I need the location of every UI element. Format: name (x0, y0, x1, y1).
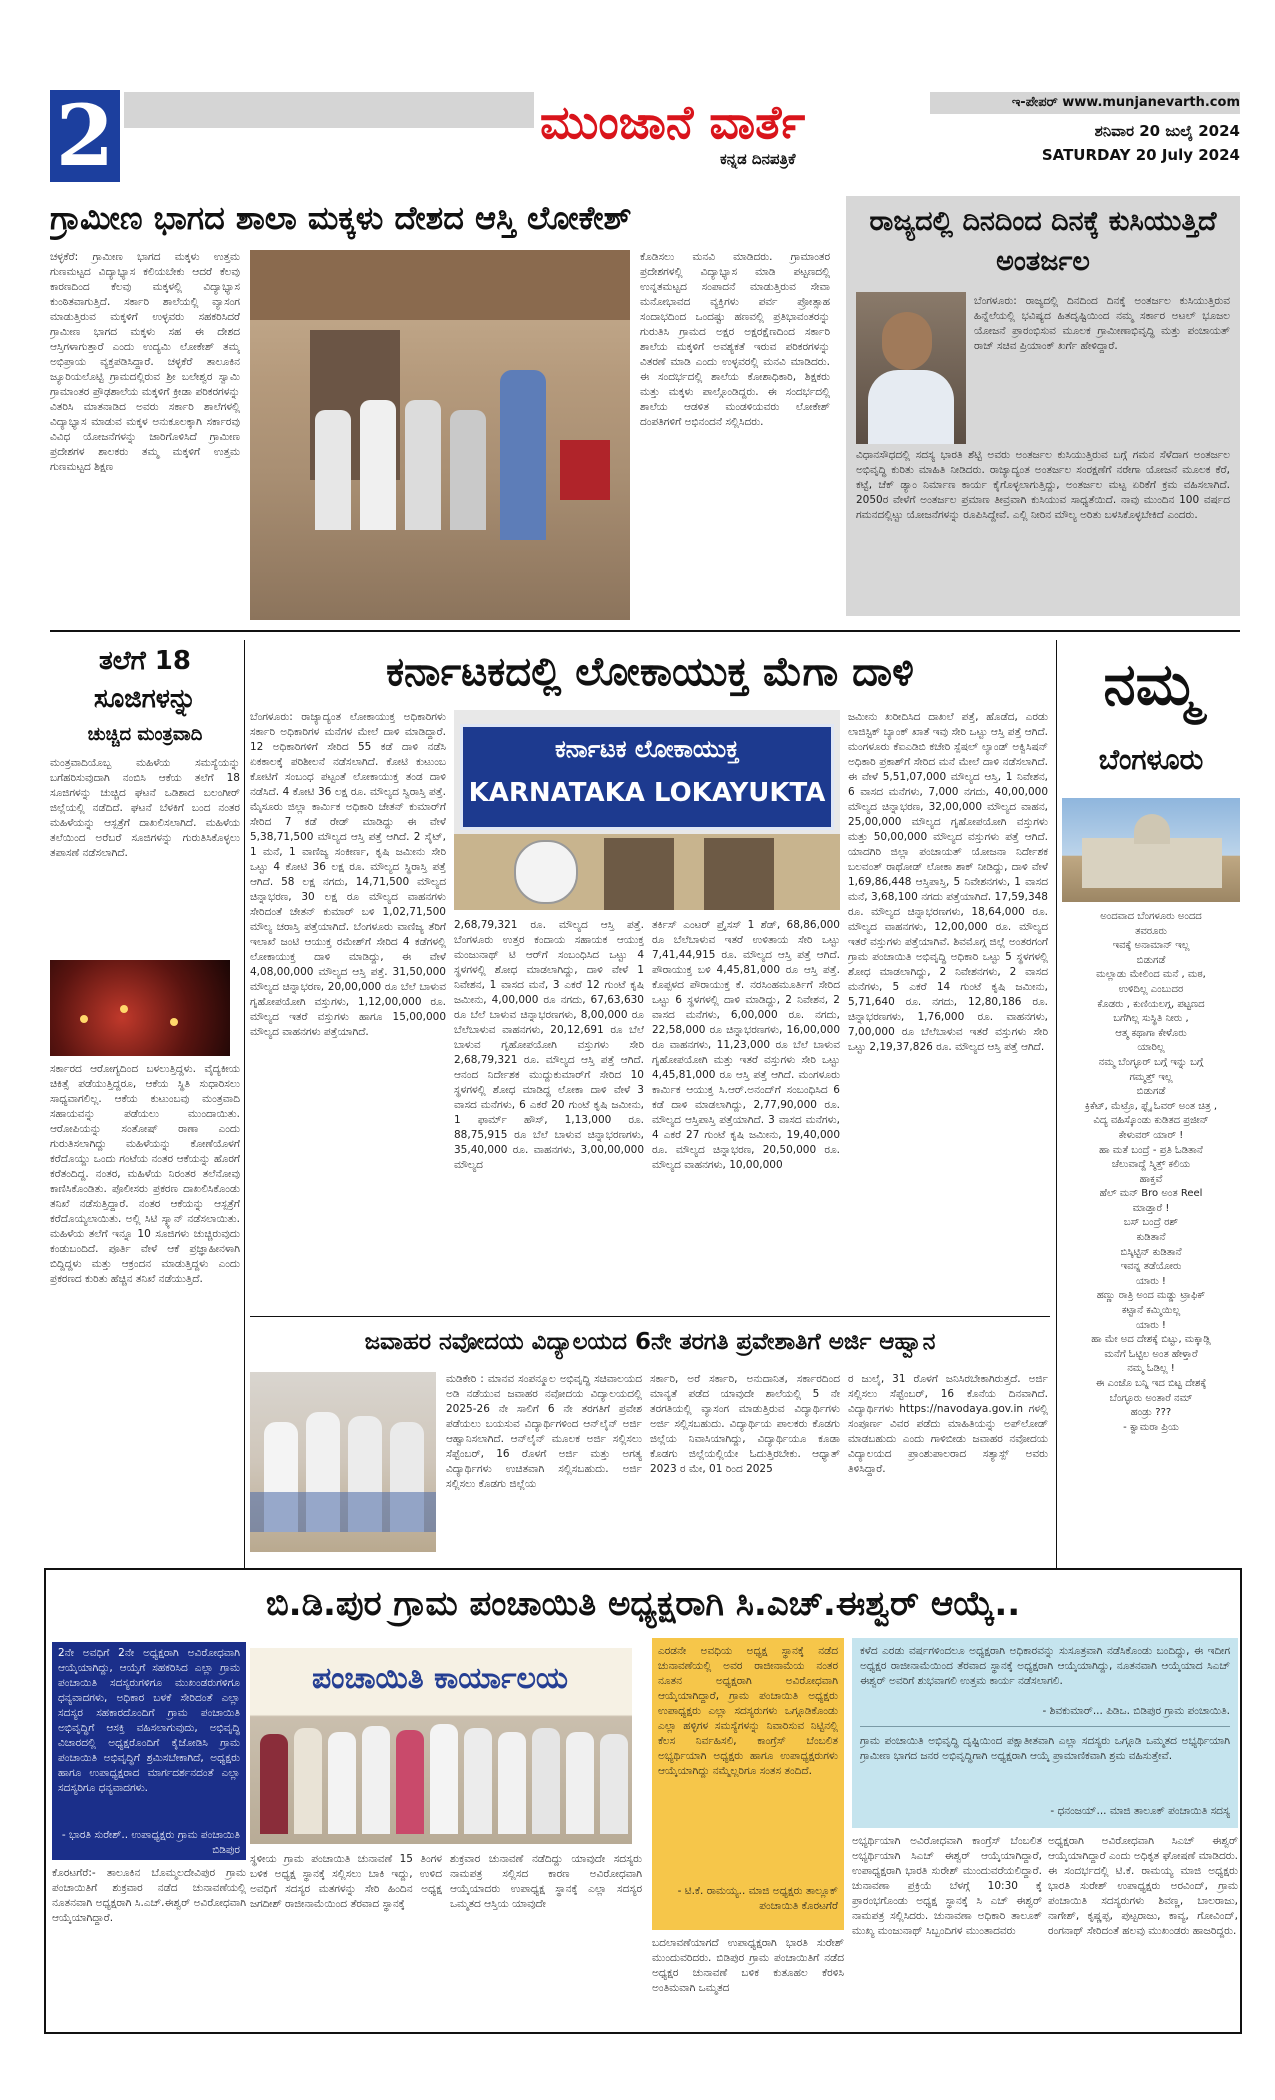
story7-headline: ಬಿ.ಡಿ.ಪುರ ಗ್ರಾಮ ಪಂಚಾಯಿತಿ ಅಧ್ಯಕ್ಷರಾಗಿ ಸಿ.ಎಚ್.ಈಶ್ವರ್ ಆಯ್ಕೆ.. (265, 1584, 1021, 1624)
masthead-subtitle: ಕನ್ನಡ ದಿನಪತ್ರಿಕೆ (720, 150, 796, 168)
poem-line: ಮಾಡ್ತಾರೆ ! (1132, 1202, 1170, 1214)
story2-headline: ರಾಜ್ಯದಲ್ಲಿ ದಿನದಿಂದ ದಿನಕ್ಕೆ ಕುಸಿಯುತ್ತಿದೆ ಅಂತರ್ಜಲ (869, 206, 1217, 277)
poem-line: ನಮ್ಮ ಬೆಂಗ್ಳೂರ್ ಬಗ್ಗೆ ಇನ್ನು ಬಗ್ಗೆ (1098, 1056, 1204, 1068)
story6-col1: ಮಡಿಕೇರಿ : ಮಾನವ ಸಂಪನ್ಮೂಲ ಅಭಿವೃದ್ಧಿ ಸಚಿವಾಲಯದ ಅಡಿ ನಡೆಯುವ ಜವಾಹರ ನವೋದಯ ವಿದ್ಯಾಲಯದಲ್ಲಿ 2025-26 ನೇ ಸಾಲಿಗೆ 6 ನೇ ತರಗತಿಗೆ ಪ್ರವೇಶ ಪಡೆಯಲು ಬಯಸುವ ವಿದ್ಯಾರ್ಥಿಗಳಿಂದ ಆನ್‌ಲೈನ್ ಅರ್ಜಿ ಆಹ್ವಾನಿಸಲಾಗಿದೆ. ಆನ್‌ಲೈನ್ ಮೂಲಕ ಅರ್ಜಿ ಸಲ್ಲಿಸಲು ಸೆಪ್ಟೆಂಬರ್, 16 ರೊಳಗೆ ಅರ್ಜಿ ಮತ್ತು ಅಗತ್ಯ ವಿದ್ಯಾರ್ಥಿಗಳು ಉಚಿತವಾಗಿ ಸಲ್ಲಿಸಬಹುದು. ಅರ್ಜಿ ಸಲ್ಲಿಸಲು ಕೊಡಗು ಜಿಲ್ಲೆಯ (446, 1373, 642, 1490)
story7-photo (250, 1648, 632, 1844)
poem-line: ಬಿಡುಗಡೆ (1136, 1086, 1166, 1098)
story5-headline-line1: ನಮ್ಮ (1103, 650, 1199, 718)
story7-blue-sign: - ಭಾರತಿ ಸುರೇಶ್.. ಉಪಾಧ್ಯಕ್ಷರು ಗ್ರಾಮ ಪಂಚಾಯಿತಿ ಬಿಡಿಪುರ (61, 1829, 240, 1856)
poem-line: ಇವನ್ನ ತಡೆಯೋರು (1120, 1261, 1182, 1273)
story7-bottom-col6: ಅಧ್ಯಕ್ಷರಾಗಿ ಅವಿರೋಧವಾಗಿ ಸಿಎಚ್ ಈಶ್ವರ್ ಆಯ್ಕೆಯಾಗಿದ್ದಾರೆ ಎಂದು ಅಧಿಕೃತ ಘೋಷಣೆ ಮಾಡಿದರು. ಈ ಸಂದರ್ಭದಲ್ಲಿ ಟಿ.ಕೆ. ರಾಮಯ್ಯ ಮಾಜಿ ಅಧ್ಯಕ್ಷರು ಭಾರತಿ ಸುರೇಶ್ ಉಪಾಧ್ಯಕ್ಷರು ಅರವಿಂದ್, ಗ್ರಾಮ ಪಂಚಾಯಿತಿ ಸದಸ್ಯರುಗಳು ಶಿವಣ್ಣ, ಬಾಲರಾಜು, ನಾಗೇಶ್, ಕೃಷ್ಣಪ್ಪ, ಪುಟ್ಟರಾಜು, ಕಾವ್ಯ, ಗೋವಿಂದ್, ರಂಗನಾಥ್ ಸೇರಿದಂತೆ ಹಲವು ಮುಖಂಡರು ಹಾಜರಿದ್ದರು. (1048, 1835, 1238, 1937)
story1-col2: ಕೊಡಿಸಲು ಮನವಿ ಮಾಡಿದರು. ಗ್ರಾಮಾಂತರ ಪ್ರದೇಶಗಳಲ್ಲಿ ವಿದ್ಯಾಭ್ಯಾಸ ಮಾಡಿ ಪಟ್ಟಣದಲ್ಲಿ ಉನ್ನತಮಟ್ಟದ ಸಂಪಾದನೆ ಮಾಡುತ್ತಿರುವ ಸೇವಾ ಮನೋಭಾವದ ವ್ಯಕ್ತಿಗಳು ಪರ್ವ ಪ್ರೋತ್ಸಾಹ ಸಂದಾಭದಿಂದ ಒಂದಷ್ಟು ಹಣವಲ್ಲಿ ಪ್ರತಿಭಾವಂತರನ್ನು ಗುರುತಿಸಿ ಗ್ರಾಮದ ಅಕ್ಷರ ಅಕ್ಷರಕ್ಷೆಣದಿಂದ ಸರ್ಕಾರಿ ಶಾಲೆಯ ಮಕ್ಕಳಿಗೆ ಅವಶ್ಯಕತೆ ಇರುವ ಪರಿಕರಗಳನ್ನು ವಿತರಣೆ ಮಾಡಿ ಎಂದು ಉಳ್ಳವರಲ್ಲಿ ಮನವಿ ಮಾಡಿದರು. ಈ ಸಂದರ್ಭದಲ್ಲಿ ಶಾಲೆಯ ಕೋಶಾಧಿಕಾರಿ, ಶಿಕ್ಷಕರು ಮತ್ತು ಮಕ್ಕಳು ಪಾಲ್ಗೊಂಡಿದ್ದರು. ಈ ಸಂದರ್ಭದಲ್ಲಿ ಶಾಲೆಯ ಆಡಳಿತ ಮಂಡಳಿಯವರು ಲೋಕೇಶ್ ದಂಪತಿಗಳಿಗೆ ಅಭಿನಂದನೆ ಸಲ್ಲಿಸಿದರು. (640, 251, 830, 428)
story4-col2: 2,68,79,321 ರೂ. ಮೌಲ್ಯದ ಆಸ್ತಿ ಪತ್ತೆ. ಬೆಂಗಳೂರು ಉತ್ತರ ಕಂದಾಯ ಸಹಾಯಕ ಆಯುಕ್ತ ಮಂಜುನಾಥ್ ಟಿ ಆರ್‌ಗೆ ಸಂಬಂಧಿಸಿದ ಒಟ್ಟು 4 ಸ್ಥಳಗಳಲ್ಲಿ ಶೋಧ ಮಾಡಲಾಗಿದ್ದು, ದಾಳಿ ವೇಳೆ 1 ನಿವೇಶನ, 1 ವಾಸದ ಮನೆ, 3 ಎಕರೆ 12 ಗುಂಟೆ ಕೃಷಿ ಜಮೀನು, 4,00,000 ರೂ ನಗದು, 67,63,630 ರೂ ಬೆಲೆ ಬಾಳುವ ಚಿನ್ನಾಭರಣಗಳು, 8,00,000 ರೂ ಬೆಲೆಬಾಳುವ ವಾಹನಗಳು, 20,12,691 ರೂ ಬೆಲೆ ಬಾಳುವ ಗೃಹೋಪಯೋಗಿ ವಸ್ತುಗಳು ಸೇರಿ 2,68,79,321 ರೂ. ಮೌಲ್ಯದ ಆಸ್ತಿ ಪತ್ತೆ ಆಗಿದೆ. ಆನಂದ ನಿರ್ದೇಶಕ ಮುದ್ದುಕುಮಾರ್‌ಗೆ ಸೇರಿದ 10 ಸ್ಥಳಗಳಲ್ಲಿ ಶೋಧ ಮಾಡಿದ್ದ ಲೋಕಾ ದಾಳಿ ವೇಳೆ 3 ವಾಸದ ಮನೆಗಳು, 6 ಎಕರೆ 20 ಗುಂಟೆ ಕೃಷಿ ಜಮೀನು, 1 ಫಾರ್ಮ್ ಹೌಸ್, 1,13,000 ರೂ. 88,75,915 ರೂ ಬೆಲೆ ಬಾಳುವ ಚಿನ್ನಾಭರಣಗಳು, 35,40,000 ರೂ. ವಾಹನಗಳು, 3,00,00,000 ಮೌಲ್ಯದ (454, 919, 644, 1171)
story7-blue-box (52, 1642, 246, 1860)
story4-photo (454, 710, 840, 910)
story5-photo (1062, 798, 1240, 902)
story7-cyan-text1: ಕಳೆದ ಎರಡು ವರ್ಷಗಳಿಂದಲೂ ಅಧ್ಯಕ್ಷರಾಗಿ ಅಧಿಕಾರವನ್ನು ಸುಸೂತ್ರವಾಗಿ ನಡೆಸಿಕೊಂಡು ಬಂದಿದ್ದು, ಈ ಇದೀಗ ಅಧ್ಯಕ್ಷರ ರಾಜೀನಾಮೆಯಿಂದ ತೆರವಾದ ಸ್ಥಾನಕ್ಕೆ ಅಧ್ಯಕ್ಷರಾಗಿ ಆಯ್ಕೆಯಾಗಿದ್ದು, ನೂತನವಾಗಿ ಆಯ್ಕೆಯಾದ ಸಿಎಚ್ ಈಶ್ವರ್ ಅವರಿಗೆ ಶುಭವಾಗಲಿ ಉತ್ತಮ ಕಾರ್ಯ ನಡೆಸಲಾಗಲಿ. (860, 1645, 1230, 1687)
poem-line: ಆತ್ಮ ಕಥಾಗಾ ಕೇಳೊರು (1115, 1027, 1187, 1039)
story5-poem (1062, 910, 1240, 1560)
story7-left-text: ಕೊರಟಗೆರೆ:- ತಾಲೂಕಿನ ಬೊಮ್ಮಲದೇವಿಪುರ ಗ್ರಾಮ ಪಂಚಾಯಿತಿಗೆ ಶುಕ್ರವಾರ ನಡೆದ ಚುನಾವಣೆಯಲ್ಲಿ ನೂತನವಾಗಿ ಅಧ್ಯಕ್ಷರಾಗಿ ಸಿ.ಎಚ್.ಈಶ್ವರ್ ಅವಿರೋಧವಾಗಿ ಆಯ್ಕೆಯಾಗಿದ್ದಾರೆ. (52, 1867, 246, 1924)
date-kannada: ಶನಿವಾರ 20 ಜುಲೈ 2024 (1094, 122, 1240, 140)
story6-headline: ಜವಾಹರ ನವೋದಯ ವಿದ್ಯಾಲಯದ 6ನೇ ತರಗತಿ ಪ್ರವೇಶಾತಿಗೆ ಅರ್ಜಿ ಆಹ್ವಾನ (364, 1329, 936, 1355)
story7-bottom-col3: ಶುಕ್ರವಾರ ಚುನಾವಣೆ ನಡೆದಿದ್ದು ಯಾವುದೇ ಸದಸ್ಯರು ನಾಮಪತ್ರ ಸಲ್ಲಿಸದ ಕಾರಣ ಅವಿರೋಧವಾಗಿ ಆಯ್ಕೆಯಾದರು ಉಪಾಧ್ಯಕ್ಷ ಸ್ಥಾನಕ್ಕೆ ಎಲ್ಲಾ ಸದಸ್ಯರ ಒಮ್ಮತದ ಆಸ್ತಿಯ ಯಾವುದೇ (450, 1853, 642, 1910)
cyan-divider (860, 1726, 1230, 1727)
poem-line: ಬಗೆಗಿಲ್ಲ ಸುಸ್ಥಿತಿ ನೀರು , (1113, 1013, 1189, 1025)
poem-line: ಕೊಡರು , ಕುಣಿಯಲಗ್ಗ, ಪಟ್ಟಣದ (1097, 998, 1205, 1010)
story7-cyan-sign1: - ಶಿವಕುಮಾರ್... ಪಿಡಿಒ. ಬಿಡಿಪುರ ಗ್ರಾಮ ಪಂಚಾಯಿತಿ. (1042, 1705, 1230, 1717)
story4-col3: ತರ್ಕಿಸ್ ಎಂಟರ್ ಪ್ರೈಸಸ್ 1 ಶೆಡ್, 68,86,000 ರೂ ಬೆಲೆಬಾಳುವ ಇತರೆ ಉಳಿತಾಯ ಸೇರಿ ಒಟ್ಟು 7,41,44,915 ರೂ. ಮೌಲ್ಯದ ಆಸ್ತಿ ಪತ್ತೆ ಆಗಿದೆ. ಪೌರಾಯುಕ್ತ ಬಳಿ 4,45,81,000 ರೂ ಆಸ್ತಿ ಪತ್ತೆ. ಕೊಪ್ಪಳದ ಪೌರಾಯುಕ್ತ ಕೆ. ನರಸಿಂಹಮೂರ್ತಿಗೆ ಸೇರಿದ ಒಟ್ಟು 6 ಸ್ಥಳಗಳಲ್ಲಿ ದಾಳಿ ಮಾಡಿದ್ದು, 2 ನಿವೇಶನ, 2 ವಾಸದ ಮನೆಗಳು, 6,00,000 ರೂ. ನಗದು, 22,58,000 ರೂ ಚಿನ್ನಾಭರಣಗಳು, 16,00,000 ರೂ ವಾಹನಗಳು, 11,23,000 ರೂ ಬೆಲೆ ಬಾಳುವ ಗೃಹೋಪಯೋಗಿ ಮತ್ತು ಇತರೆ ವಸ್ತುಗಳು ಸೇರಿ ಒಟ್ಟು 4,45,81,000 ರೂ ಆಸ್ತಿ ಪತ್ತೆ ಆಗಿದೆ. ಮಂಗಳೂರು ಕಾರ್ಮಿಕ ಆಯುಕ್ತ ಸಿ.ಆರ್.ಅನಂದ್‌ಗೆ ಸಂಬಂಧಿಸಿದ 6 ಕಡೆ ದಾಳಿ ಮಾಡಲಾಗಿದ್ದು, 2,77,90,000 ರೂ. ಮೌಲ್ಯದ ಆಸ್ತಿಪಾಸ್ತಿ ಪತ್ತೆಯಾಗಿದೆ. 3 ವಾಸದ ಮನೆಗಳು, 4 ಎಕರೆ 27 ಗುಂಟೆ ಕೃಷಿ ಜಮೀನು, 19,40,000 ರೂ. ಮೌಲ್ಯದ ಚಿನ್ನಾಭರಣ, 20,50,000 ರೂ. ಮೌಲ್ಯದ ವಾಹನಗಳು, 10,00,000 (652, 919, 840, 1171)
poem-line: ಅಂದವಾದ ಬೆಂಗಳೂರು ಅಂದದ (1100, 911, 1202, 922)
story4-headline: ಕರ್ನಾಟಕದಲ್ಲಿ ಲೋಕಾಯುಕ್ತ ಮೆಗಾ ದಾಳಿ (386, 649, 914, 695)
story3-headline-line1: ತಲೆಗೆ 18 (98, 646, 191, 676)
page-number: 2 (55, 86, 115, 185)
poem-line: ಬಸ್ ಬಂದ್ರೆ ರಶ್ (1123, 1217, 1179, 1229)
poem-line: ಹಾಕ್ತವೆ (1139, 1173, 1163, 1185)
story7-cyan-sign2: - ಧನಂಜಯ್... ಮಾಜಿ ತಾಲೂಕ್ ಪಂಚಾಯಿತಿ ಸದಸ್ಯ (1050, 1805, 1230, 1817)
poem-line: ಬೆಂಗ್ಳೂರು ಅಂತಾರೆ ನಮ್ (1109, 1392, 1193, 1404)
poem-line: ಯಾರು ! (1136, 1319, 1166, 1331)
sign-board-english: KARNATAKA LOKAYUKTA (468, 778, 826, 808)
story3-text2: ಸರ್ಕಾರದ ಆರೋಗ್ಯದಿಂದ ಬಳಲುತ್ತಿದ್ದಳು. ವೈದ್ಯಕೀಯ ಚಿಕಿತ್ಸೆ ಪಡೆಯುತ್ತಿದ್ದರೂ, ಆಕೆಯ ಸ್ಥಿತಿ ಸುಧಾರಿಸಲು ಸಾಧ್ಯವಾಗಲಿಲ್ಲ. ಆಕೆಯ ಕುಟುಂಬವು ಮಂತ್ರವಾದಿ ಸಹಾಯವನ್ನು ಪಡೆಯಲು ಮುಂದಾಯಿತು. ಆರೋಪಿಯನ್ನು ಸಂತೋಷ್ ರಾಣಾ ಎಂದು ಗುರುತಿಸಲಾಗಿದ್ದು ಮಹಿಳೆಯನ್ನು ಕೋಣೆಯೊಳಗೆ ಕರೆದೊಯ್ದು ಒಂದು ಗಂಟೆಯ ನಂತರ ಆಕೆಯನ್ನು ಹೊರಗೆ ಕರೆತಂದಿದ್ದ. ನಂತರ, ಮಹಿಳೆಯ ನಿರಂತರ ತಲೆನೋವು ಕಾಣಿಸಿಕೊಂಡಿತು. ಪೊಲೀಸರು ಪ್ರಕರಣ ದಾಖಲಿಸಿಕೊಂಡು ತನಿಖೆ ನಡೆಸುತ್ತಿದ್ದಾರೆ. ನಂತರ ಆಕೆಯನ್ನು ಆಸ್ಪತ್ರೆಗೆ ಕರೆದೊಯ್ಯಲಾಯಿತು. ಅಲ್ಲಿ ಸಿಟಿ ಸ್ಕ್ಯಾನ್ ನಡೆಸಲಾಯಿತು. ಮಹಿಳೆಯ ತಲೆಗೆ ಇನ್ನೂ 10 ಸೂಜಿಗಳು ಚುಚ್ಚಿರುವುದು ಕಂಡುಬಂದಿದೆ. ಪೂರ್ತಿ ವೇಳೆ ಆಕೆ ಪ್ರಜ್ಞಾಹೀನಳಾಗಿ ಬಿದ್ದಿದ್ದಳು ಮತ್ತು ಆಕ್ರಂದನ ಮಾಡುತ್ತಿದ್ದಳು ಎಂದು ಪ್ರಕರಣದ ಕುರಿತು ಹೆಚ್ಚಿನ ತನಿಖೆ ನಡೆಯುತ್ತಿದೆ. (50, 1063, 240, 1285)
story2-lead: ಬೆಂಗಳೂರು: ರಾಜ್ಯದಲ್ಲಿ ದಿನದಿಂದ ದಿನಕ್ಕೆ ಅಂತರ್ಜಲ ಕುಸಿಯುತ್ತಿರುವ ಹಿನ್ನೆಲೆಯಲ್ಲಿ ಭವಿಷ್ಯದ ಹಿತದೃಷ್ಟಿಯಿಂದ ನಮ್ಮ ಸರ್ಕಾರ ಅಟಲ್ ಭೂಜಲ ಯೋಜನೆ ಪ್ರಾರಂಭಿಸುವ ಮೂಲಕ ಗ್ರಾಮೀಣಾಭಿವೃದ್ಧಿ ಮತ್ತು ಪಂಚಾಯತ್ ರಾಜ್ ಸಚಿವ ಪ್ರಿಯಾಂಕ್ ಖರ್ಗೆ ಹೇಳಿದ್ದಾರೆ. (974, 295, 1230, 352)
poem-line: ಹಾ ಮತೆ ಬಂದ್ರೆ - ಪ್ರತಿ ಓಡಿತಾನೆ (1099, 1144, 1203, 1156)
poem-line: ನಮ್ಮ ಓಡಿಲ್ಲ ! (1127, 1363, 1175, 1375)
story7-sign-board: ಪಂಚಾಯಿತಿ ಕಾರ್ಯಾಲಯ (311, 1661, 569, 1696)
epaper-url: ಇ-ಪೇಪರ್ www.munjanevarth.com (1011, 95, 1240, 110)
divider-col-right (1056, 640, 1057, 1570)
story7-yellow-box (652, 1638, 844, 1930)
lokayukta-sign-board (460, 724, 834, 830)
story1-col1: ಚಳ್ಳಕೆರೆ: ಗ್ರಾಮೀಣ ಭಾಗದ ಮಕ್ಕಳು ಉತ್ತಮ ಗುಣಮಟ್ಟದ ವಿದ್ಯಾಭ್ಯಾಸ ಕಲಿಯಬೇಕು ಆದರೆ ಕೆಲವು ಕಾರಣದಿಂದ ಕೆಲವು ಮಕ್ಕಳಲ್ಲಿ ವಿದ್ಯಾಭ್ಯಾಸ ಕುಂಠಿತವಾಗುತ್ತಿದೆ. ಸರ್ಕಾರಿ ಶಾಲೆಯಲ್ಲಿ ವ್ಯಾಸಂಗ ಮಾಡುತ್ತಿರುವ ಮಕ್ಕಳಿಗೆ ಉಳ್ಳವರು ಸಹಕರಿಸಿದರೆ ಗ್ರಾಮೀಣ ಭಾಗದ ಮಕ್ಕಳು ಸಹ ಈ ದೇಶದ ಆಸ್ತಿಗಳಾಗುತ್ತಾರೆ ಎಂದು ಉದ್ಯಮಿ ಲೋಕೇಶ್ ತಮ್ಮ ಅಭಿಪ್ರಾಯ ವ್ಯಕ್ತಪಡಿಸಿದ್ದಾರೆ. ಚಳ್ಳಕೆರೆ ತಾಲೂಕಿನ ಜ್ಯೂರಿಯಲೊಟ್ಟಿ ಗ್ರಾಮದಲ್ಲಿರುವ ಶ್ರೀ ಬಲೇಶ್ವರ ಸ್ವಾಮಿ ಗ್ರಾಮಾಂತರ ಪ್ರೌಢಶಾಲೆಯ ಮಕ್ಕಳಿಗೆ ಕ್ರೀಡಾ ಪರಿಕರಗಳನ್ನು ವಿತರಿಸಿ ಮಾತನಾಡಿದ ಅವರು ಸರ್ಕಾರಿ ಶಾಲೆಗಳಲ್ಲಿ ವಿದ್ಯಾಭ್ಯಾಸ ಮಾಡುವ ಮಕ್ಕಳ ಅನುಕೂಲಕ್ಕಾಗಿ ಸರ್ಕಾರವು ವಿವಿಧ ಯೋಜನೆಗಳನ್ನು ಜಾರಿಗೊಳಿಸಿದೆ ಗ್ರಾಮೀಣ ಪ್ರದೇಶಗಳ ಶಾಲಕರು ತಮ್ಮ ಮಕ್ಕಳಿಗೆ ಉತ್ತಮ ಗುಣಮಟ್ಟದ ಶಿಕ್ಷಣ (50, 251, 240, 473)
divider-top (50, 630, 1240, 632)
poem-line: ಚೆಲುವಾದ್ದೆ ಸ್ಮಿತ್ತ್ ಕಲಿಯ (1111, 1159, 1191, 1171)
poem-line: ಉಳಿದಿಲ್ಲ ಎಂಬುದರ (1118, 983, 1184, 995)
divider-story6 (250, 1316, 1050, 1317)
divider-col-left (244, 640, 245, 1570)
story2-box (846, 196, 1240, 616)
poem-line: ಯಾರಿಲ್ಲ (1137, 1042, 1165, 1054)
poem-line: ಹಾ ಮೇ ಅದ ದೇಶಕ್ಕೆ ಬಿಟ್ಟು, ಮಕ್ಕಾಡ್ಲಿ (1091, 1334, 1211, 1346)
story5-headline-line2: ಬೆಂಗಳೂರು (1098, 743, 1204, 776)
poem-line: - ಕ್ವಾಮರಾ ಪ್ರಿಯ (1123, 1421, 1179, 1433)
story7-cyan-text2: ಗ್ರಾಮ ಪಂಚಾಯಿತಿ ಅಭಿವೃದ್ಧಿ ದೃಷ್ಟಿಯಿಂದ ಪಕ್ಷಾತೀತವಾಗಿ ಎಲ್ಲಾ ಸದಸ್ಯರು ಒಗ್ಗೂಡಿ ಒಮ್ಮತದ ಅಭ್ಯರ್ಥಿಯಾಗಿ ಗ್ರಾಮೀಣ ಭಾಗದ ಜನರ ಅಭಿವೃದ್ಧಿಗಾಗಿ ಅಧ್ಯಕ್ಷರಾಗಿ ಆಯ್ಕೆ ಪ್ರಾಮಾಣಿಕವಾಗಿ ಶ್ರಮ ವಹಿಸುತ್ತೇವೆ. (860, 1735, 1230, 1762)
poem-line: ಯಾರು ! (1136, 1275, 1166, 1287)
poem-line: ಕಟ್ಟಾನೆ ಕಮ್ಮಿಯಿಲ್ಲ (1121, 1305, 1181, 1317)
poem-line: ಬಿಸ್ಕಿಟ್ಟಿನ್ ಕುಡಿತಾನೆ (1120, 1246, 1182, 1258)
story7-yellow-sign: - ಟಿ.ಕೆ. ರಾಮಯ್ಯ.. ಮಾಜಿ ಅಧ್ಯಕ್ಷರು ತಾಲ್ಲೂಕ್ ಪಂಚಾಯಿತಿ ಕೊರಟಗೆರೆ (677, 1885, 838, 1912)
poem-line: ವಿದ್ಯ ವಹಿಸ್ಕೊಂಡು ಕುಡಿತದ ಪ್ರಜೀನ್ (1093, 1115, 1209, 1127)
story3-text1: ಮಂತ್ರವಾದಿಯೊಬ್ಬ ಮಹಿಳೆಯ ಸಮಸ್ಯೆಯನ್ನು ಬಗೆಹರಿಸುವುದಾಗಿ ನಂಬಿಸಿ ಆಕೆಯ ತಲೆಗೆ 18 ಸೂಜಿಗಳನ್ನು ಚುಚ್ಚಿದ ಘಟನೆ ಒಡಿಶಾದ ಬಲಂಗೀರ್ ಜಿಲ್ಲೆಯಲ್ಲಿ ನಡೆದಿದೆ. ಘಟನೆ ಬೆಳಕಿಗೆ ಬಂದ ನಂತರ ಮಹಿಳೆಯನ್ನು ಆಸ್ಪತ್ರೆಗೆ ದಾಖಲಿಸಲಾಗಿದೆ. ಮಹಿಳೆಯ ತಲೆಯಿಂದ ಅರೆಬರೆ ಸೂಜಿಗಳನ್ನು ಗುರುತಿಸಿಕೊಳ್ಳಲು ತಪಾಸಣೆ ನಡೆಸಲಾಗಿದೆ. (50, 757, 240, 859)
date-english: SATURDAY 20 July 2024 (1041, 146, 1240, 164)
poem-line: ಹಂಡ್ರು ??? (1130, 1407, 1172, 1419)
sign-board-kannada: ಕರ್ನಾಟಕ ಲೋಕಾಯುಕ್ತ (554, 735, 740, 763)
story7-cyan-box (852, 1638, 1238, 1828)
poem-line: ಕುಡಿತಾನೆ (1136, 1232, 1166, 1244)
story3-headline-line2: ಸೂಜಿಗಳನ್ನು (93, 684, 197, 714)
page-number-box (50, 86, 120, 185)
story1-photo (250, 250, 630, 620)
story1-headline: ಗ್ರಾಮೀಣ ಭಾಗದ ಶಾಲಾ ಮಕ್ಕಳು ದೇಶದ ಆಸ್ತಿ ಲೋಕೇಶ್ (50, 199, 632, 237)
poem-line: ಗಮ್ಮತ್ತ್ ಇಲ್ಲ (1129, 1071, 1173, 1083)
poem-line: ಹಣ್ಣು ರಾತ್ರಿ ಅಂದ ಮಡ್ಡು ಟ್ರಾಫಿಕ್ (1096, 1290, 1206, 1302)
poem-line: ಹೆಲ್ ಮನ್ Bro ಅಂತ Reel (1099, 1188, 1203, 1200)
story7-bottom-col5: ಅಭ್ಯರ್ಥಿಯಾಗಿ ಅವಿರೋಧವಾಗಿ ಕಾಂಗ್ರೆಸ್ ಬೆಂಬಲಿತ ಅಭ್ಯರ್ಥಿಯಾಗಿ ಸಿಎಚ್ ಈಶ್ವರ್ ಆಯ್ಕೆಯಾಗಿದ್ದಾರೆ, ಉಪಾಧ್ಯಕ್ಷರಾಗಿ ಭಾರತಿ ಸುರೇಶ್ ಮುಂದುವರೆಯಲಿದ್ದಾರೆ. ಚುನಾವಣಾ ಪ್ರಕ್ರಿಯೆ ಬೆಳಗ್ಗೆ 10:30 ಕ್ಕೆ ಪ್ರಾರಂಭಗೊಂಡು ಅಧ್ಯಕ್ಷ ಸ್ಥಾನಕ್ಕೆ ಸಿ ಎಚ್ ಈಶ್ವರ್ ನಾಮಪತ್ರ ಸಲ್ಲಿಸಿದರು. ಚುನಾವಣಾ ಅಧಿಕಾರಿ ತಾಲೂಕ್ ಮುಖ್ಯ ಮಂಜುನಾಥ್ ಸಿಬ್ಬಂದಿಗಳ ಮುಂತಾದವರು (852, 1835, 1042, 1937)
story4-col4: ಜಮೀನು ಖರೀದಿಸಿದ ದಾಖಲೆ ಪತ್ತೆ, ಹೊಡೆದ, ಎರಡು ಲಾಜಿಸ್ಟಿಕ್ ಬ್ಯಾಂಕ್ ಖಾತೆ ಇವು ಸೇರಿ ಒಟ್ಟು ಆಸ್ತಿ ಪತ್ತೆ ಆಗಿದೆ. ಮಂಗಳೂರು ಕೆಐಎಡಿಬಿ ಕಚೇರಿ ಸ್ಪೆಷಲ್ ಲ್ಯಾಂಡ್ ಅಕ್ವಿಸಿಷನ್ ಅಧಿಕಾರಿ ಪ್ರಕಾಶ್‌ಗೆ ಸೇರಿದ ಮನೆ ಮೇಲೆ ದಾಳಿ ನಡೆಸಲಾಗಿದೆ. ಈ ವೇಳೆ 5,51,07,000 ಮೌಲ್ಯದ ಆಸ್ತಿ, 1 ನಿವೇಶನ, 6 ವಾಸದ ಮನೆಗಳು, 7,000 ನಗದು, 40,00,000 ಮೌಲ್ಯದ ಚಿನ್ನಾಭರಣ, 32,00,000 ಮೌಲ್ಯದ ವಾಹನ, 25,00,000 ಮೌಲ್ಯದ ಗೃಹೋಪಯೋಗಿ ವಸ್ತುಗಳು ಮತ್ತು 50,00,000 ಮೌಲ್ಯದ ವಸ್ತುಗಳು ಪತ್ತೆ ಆಗಿದೆ. ಯಾದಗಿರಿ ಜಿಲ್ಲಾ ಪಂಚಾಯತ್ ಯೋಜನಾ ನಿರ್ದೇಶಕ ಬಲವಂತ್ ರಾಥೋಡ್ ಲೋಕಾ ಶಾಕ್ ನೀಡಿದ್ದು, ದಾಳಿ ವೇಳೆ 1,69,86,448 ಆಸ್ತಿಪಾಸ್ತಿ, 5 ನಿವೇಶನಗಳು, 1 ವಾಸದ ಮನೆ, 3,68,100 ನಗದು ಪತ್ತೆಯಾಗಿದೆ. 17,59,348 ರೂ. ಮೌಲ್ಯದ ಚಿನ್ನಾಭರಣಗಳು, 18,64,000 ರೂ. ಮೌಲ್ಯದ ವಾಹನಗಳು, 12,00,000 ರೂ. ಮೌಲ್ಯದ ಇತರೆ ವಸ್ತುಗಳು ಪತ್ತೆಯಾಗಿವೆ. ಶಿವಮೊಗ್ಗ ಜಿಲ್ಲೆ ಅಂತರಗಂಗೆ ಗ್ರಾಮ ಪಂಚಾಯಿತಿ ಅಭಿವೃದ್ಧಿ ಅಧಿಕಾರಿ ಒಟ್ಟು 5 ಸ್ಥಳಗಳಲ್ಲಿ ಶೋಧ ಮಾಡಲಾಗಿದ್ದು, 2 ನಿವೇಶನಗಳು, 2 ವಾಸದ ಮನೆಗಳು, 5 ಎಕರೆ 14 ಗುಂಟೆ ಕೃಷಿ ಜಮೀನು, 5,71,640 ರೂ. ನಗದು, 12,80,186 ರೂ. ಚಿನ್ನಾಭರಣಗಳು, 1,76,000 ರೂ. ವಾಹನಗಳು, 7,00,000 ರೂ ಬೆಲೆಬಾಳುವ ಇತರೆ ವಸ್ತುಗಳು ಸೇರಿ ಒಟ್ಟು 2,19,37,826 ರೂ. ಮೌಲ್ಯದ ಆಸ್ತಿ ಪತ್ತೆ ಆಗಿದೆ. (848, 711, 1048, 1053)
story6-col3: ರ ಜುಲೈ, 31 ರೊಳಗೆ ಜನಿಸಿರಬೇಕಾಗಿರುತ್ತದೆ. ಅರ್ಜಿ ಸಲ್ಲಿಸಲು ಸೆಪ್ಟೆಂಬರ್, 16 ಕೊನೆಯ ದಿನವಾಗಿದೆ. ವಿದ್ಯಾರ್ಥಿಗಳು https://navodaya.gov.in ಗಳಲ್ಲಿ ಸಂಪೂರ್ಣ ವಿವರ ಪಡೆದು ಮಾಹಿತಿಯನ್ನು ಅಪ್‌ಲೋಡ್ ಮಾಡಬಹುದು ಎಂದು ಗಾಳಿಬೀಡು ಜವಾಹರ ನವೋದಯ ವಿದ್ಯಾಲಯದ ಪ್ರಾಂಶುಪಾಲರಾದ ಸತ್ಯಾಸ್ಪ್ ಅವರು ತಿಳಿಸಿದ್ದಾರೆ. (848, 1373, 1048, 1475)
story6-col2: ಸರ್ಕಾರಿ, ಅರೆ ಸರ್ಕಾರಿ, ಅನುದಾನಿತ, ಸರ್ಕಾರದಿಂದ ಮಾನ್ಯತೆ ಪಡೆದ ಯಾವುದೇ ಶಾಲೆಯಲ್ಲಿ 5 ನೇ ತರಗತಿಯಲ್ಲಿ ವ್ಯಾಸಂಗ ಮಾಡುತ್ತಿರುವ ವಿದ್ಯಾರ್ಥಿಗಳು ಅರ್ಜಿ ಸಲ್ಲಿಸಬಹುದು. ವಿದ್ಯಾರ್ಥಿಯ ಪಾಲಕರು ಕೊಡಗು ಜಿಲ್ಲೆಯ ನಿವಾಸಿಯಾಗಿದ್ದು, ವಿದ್ಯಾರ್ಥಿಯೂ ಕೂಡಾ ಕೊಡಗು ಜಿಲ್ಲೆಯಲ್ಲಿಯೇ ಓದುತ್ತಿರಬೇಕು. ಆಧ್ಯಾತ್ 2023 ರ ಮೇ, 01 ರಿಂದ 2025 (650, 1373, 840, 1475)
poem-line: ಮಲ್ಲಾಡು ಮೇಲಿಂದ ಮನೆ , ಮಠ, (1096, 969, 1206, 981)
story2-photo (856, 292, 966, 444)
poem-line: ಕ್ರಿಕೆಟ್, ಮೆಟ್ರೊ, ಫ್ಲೈ ಓವರ್ ಅಂತ ಚಿತ್ರ , (1084, 1100, 1218, 1112)
story6-photo (250, 1372, 436, 1552)
masthead-grey-bar (124, 92, 534, 128)
story7-bottom-col2: ಸ್ಥಳೀಯ ಗ್ರಾಮ ಪಂಚಾಯಿತಿ ಚುನಾವಣೆ 15 ತಿಂಗಳ ಬಳಿಕ ಅಧ್ಯಕ್ಷ ಸ್ಥಾನಕ್ಕೆ ಸಲ್ಲಿಸಲು ಬಾಕಿ ಇದ್ದು, ಉಳಿದ ಅವಧಿಗೆ ಸದಸ್ಯರ ಮತಗಳನ್ನು ಸೇರಿ ಹಿಂದಿನ ಅಧ್ಯಕ್ಷ ಜಗದೀಶ್ ರಾಜೀನಾಮೆಯಿಂದ ತೆರವಾದ ಸ್ಥಾನಕ್ಕೆ (250, 1853, 442, 1910)
poem-line: ಕೇಳುವರ್ ಯಾರ್ ! (1118, 1129, 1184, 1141)
masthead-title: ಮುಂಜಾನೆ ವಾರ್ತೆ (540, 95, 806, 149)
story4-col1: ಬೆಂಗಳೂರು: ರಾಜ್ಯಾದ್ಯಂತ ಲೋಕಾಯುಕ್ತ ಅಧಿಕಾರಿಗಳು ಸರ್ಕಾರಿ ಅಧಿಕಾರಿಗಳ ಮನೆಗಳ ಮೇಲೆ ದಾಳಿ ಮಾಡಿದ್ದಾರೆ. 12 ಅಧಿಕಾರಿಗಳಿಗೆ ಸೇರಿದ 55 ಕಡೆ ದಾಳಿ ನಡೆಸಿ ಏಕಕಾಲಕ್ಕೆ ಪರಿಶೀಲನೆ ನಡೆಸಲಾಗಿದೆ. ಕೋಟಿ ಕುಟುಂಬ ಕೋಟಿಗೆ ಸಂಬಂಧ ಪಟ್ಟಂತೆ ಲೋಕಾಯುಕ್ತ ತಂಡ ದಾಳಿ ನಡೆಸಿದೆ. 4 ಕೋಟಿ 36 ಲಕ್ಷ ರೂ. ಮೌಲ್ಯದ ಸ್ವಿರಾಸ್ತಿ ಪತ್ತೆ. ಮೈಸೂರು ಜಿಲ್ಲಾ ಕಾರ್ಮಿಕ ಅಧಿಕಾರಿ ಚೇತನ್ ಕುಮಾರ್‌ಗೆ ಸೇರಿದ 7 ಕಡೆ ರೇಡ್ ಮಾಡಿದ್ದು ಈ ವೇಳೆ 5,38,71,500 ಮೌಲ್ಯದ ಆಸ್ತಿ ಪತ್ತೆ ಆಗಿದೆ. 2 ಸೈಟ್, 1 ಮನೆ, 1 ವಾಣಿಜ್ಯ ಸಂಕೀರ್ಣ, ಕೃಷಿ ಜಮೀನು ಸೇರಿ ಒಟ್ಟು 4 ಕೋಟಿ 36 ಲಕ್ಷ ರೂ. ಮೌಲ್ಯದ ಸ್ಥಿರಾಸ್ತಿ ಪತ್ತೆ ಆಗಿದೆ. 58 ಲಕ್ಷ ನಗದು, 14,71,500 ಮೌಲ್ಯದ ಚಿನ್ನಾಭರಣ, 30 ಲಕ್ಷ ರೂ ಮೌಲ್ಯದ ವಾಹನಗಳು ಸೇರಿದಂತೆ ಚೇತನ್ ಕುಮಾರ್ ಬಳಿ 1,02,71,500 ಮೌಲ್ಯ ಚರಾಸ್ತಿ ಪತ್ತೆಯಾಗಿದೆ. ಬೆಂಗಳೂರು ವಾಣಿಜ್ಯ ತೆರಿಗೆ ಇಲಾಖೆ ಜಂಟಿ ಆಯುಕ್ತ ರಮೇಶ್‌ಗೆ ಸೇರಿದ 4 ಕಡೆಗಳಲ್ಲಿ ಲೋಕಾಯುಕ್ತ ದಾಳಿ ಮಾಡಿದ್ದು, ಈ ವೇಳೆ 4,08,00,000 ಮೌಲ್ಯದ ಆಸ್ತಿ ಪತ್ತೆ. 31,50,000 ಮೌಲ್ಯದ ಚಿನ್ನಾಭರಣ, 20,00,000 ರೂ ಬೆಲೆ ಬಾಳುವ ಗೃಹೋಪಯೋಗಿ ವಸ್ತುಗಳು, 1,12,00,000 ರೂ. ಮೌಲ್ಯದ ಇತರೆ ವಸ್ತುಗಳು ಹಾಗೂ 15,00,000 ಮೌಲ್ಯದ ವಾಹನಗಳು ಪತ್ತೆಯಾಗಿದೆ. (250, 711, 446, 1038)
story7-blue-text: 2ನೇ ಅವಧಿಗೆ 2ನೇ ಅಧ್ಯಕ್ಷರಾಗಿ ಅವಿರೋಧವಾಗಿ ಆಯ್ಕೆಯಾಗಿದ್ದು, ಆಯ್ಕೆಗೆ ಸಹಕರಿಸಿದ ಎಲ್ಲಾ ಗ್ರಾಮ ಪಂಚಾಯಿತಿ ಸದಸ್ಯರುಗಳಿಗೂ ಮುಖಂಡರುಗಳಿಗೂ ಧನ್ಯವಾದಗಳು, ಅಧಿಕಾರ ಬಳಕೆ ಸೇರಿದಂತೆ ಎಲ್ಲಾ ಸದಸ್ಯರ ಸಹಕಾರದೊಂದಿಗೆ ಗ್ರಾಮ ಪಂಚಾಯಿತಿ ಅಭಿವೃದ್ಧಿಗೆ ಆಸಕ್ತಿ ವಹಿಸಲಾಗುವುದು, ಅಭಿವೃದ್ಧಿ ವಿಚಾರದಲ್ಲಿ ಅಧ್ಯಕ್ಷರೊಂದಿಗೆ ಕೈಜೋಡಿಸಿ ಗ್ರಾಮ ಪಂಚಾಯಿತಿ ಅಭಿವೃದ್ಧಿಗೆ ಶ್ರಮಿಸಬೇಕಾಗಿದೆ, ಅಧ್ಯಕ್ಷರು ಹಾಗೂ ಉಪಾಧ್ಯಕ್ಷರಾದ ಮಾರ್ಗದರ್ಶನದಂತೆ ಎಲ್ಲಾ ಸದಸ್ಯರಿಗೂ ಧನ್ಯವಾದಗಳು. (58, 1647, 240, 1794)
story2-body: ವಿಧಾನಸೌಧದಲ್ಲಿ ಸದಸ್ಯ ಭಾರತಿ ಶೆಟ್ಟಿ ಅವರು ಅಂತರ್ಜಲ ಕುಸಿಯುತ್ತಿರುವ ಬಗ್ಗೆ ಗಮನ ಸೆಳೆದಾಗ ಅಂತರ್ಜಲ ಅಭಿವೃದ್ಧಿ ಕುರಿತು ಮಾಹಿತಿ ನೀಡಿದರು. ರಾಜ್ಯಾದ್ಯಂತ ಅಂತರ್ಜಲ ಸಂರಕ್ಷಣೆಗೆ ನರೇಗಾ ಯೋಜನೆ ಮೂಲಕ ಕೆರೆ, ಕಟ್ಟೆ, ಚೆಕ್ ಡ್ಯಾಂ ನಿರ್ಮಾಣ ಕಾರ್ಯ ಕೈಗೊಳ್ಳಲಾಗುತ್ತಿದ್ದು, ಅಂತರ್ಜಲ ಮಟ್ಟ ಏರಿಕೆಗೆ ಕ್ರಮ ವಹಿಸಲಾಗಿದೆ. 2050ರ ವೇಳೆಗೆ ಅಂತರ್ಜಲ ಪ್ರಮಾಣ ತೀವ್ರವಾಗಿ ಕುಸಿಯುವ ಸಾಧ್ಯತೆಯಿದೆ. ನಾವು ಮುಂದಿನ 100 ವರ್ಷದ ಗಮನದಲ್ಲಿಟ್ಟು ಯೋಜನೆಗಳನ್ನು ರೂಪಿಸಿದ್ದೇವೆ. ಎಲ್ಲಿ ನೀರಿನ ಮೌಲ್ಯ ಅರಿತು ಬಳಸಿಕೊಳ್ಳಬೇಕಿದೆ ಎಂದರು. (856, 449, 1230, 521)
poem-line: ಬಿಡುಗಡೆ (1136, 954, 1166, 966)
story7-yellow-text: ಎರಡನೇ ಅವಧಿಯ ಅಧ್ಯಕ್ಷ ಸ್ಥಾನಕ್ಕೆ ನಡೆದ ಚುನಾವಣೆಯಲ್ಲಿ ಅವರ ರಾಜೀನಾಮೆಯ ನಂತರ ನೂತನ ಅಧ್ಯಕ್ಷರಾಗಿ ಅವಿರೋಧವಾಗಿ ಆಯ್ಕೆಯಾಗಿದ್ದಾರೆ, ಗ್ರಾಮ ಪಂಚಾಯಿತಿ ಅಧ್ಯಕ್ಷರು ಉಪಾಧ್ಯಕ್ಷರು ಎಲ್ಲಾ ಸದಸ್ಯರುಗಳು ಒಗ್ಗೂಡಿಕೊಂಡು ಎಲ್ಲಾ ಹಳ್ಳಿಗಳ ಸಮಸ್ಯೆಗಳನ್ನು ನಿವಾರಿಸುವ ನಿಟ್ಟಿನಲ್ಲಿ ಕೆಲಸ ನಿರ್ವಹಿಸಲಿ, ಕಾಂಗ್ರೆಸ್ ಬೆಂಬಲಿತ ಅಭ್ಯರ್ಥಿಯಾಗಿ ಅಧ್ಯಕ್ಷರು ಹಾಗೂ ಉಪಾಧ್ಯಕ್ಷರುಗಳು ಆಯ್ಕೆಯಾಗಿದ್ದು ನಮ್ಮೆಲ್ಲರಿಗೂ ಸಂತಸ ತಂದಿದೆ. (658, 1645, 838, 1777)
story3-photo (50, 960, 230, 1056)
story7-bottom-col4: ಬದಲಾವಣೆಯಾಗದೆ ಉಪಾಧ್ಯಕ್ಷರಾಗಿ ಭಾರತಿ ಸುರೇಶ್ ಮುಂದುವರಿದರು. ಬಿಡಿಪುರ ಗ್ರಾಮ ಪಂಚಾಯಿತಿಗೆ ನಡೆದ ಅಧ್ಯಕ್ಷರ ಚುನಾವಣೆ ಬಳಿಕ ಕುತೂಹಲ ಕೆರಳಿಸಿ ಅಂತಿಮವಾಗಿ ಒಮ್ಮತದ (652, 1937, 844, 1994)
story3-headline-line3: ಚುಚ್ಚಿದ ಮಂತ್ರವಾದಿ (87, 724, 203, 745)
poem-line: ಇವಕ್ಕೆ ಅನಾಮಾನ್ ಇಲ್ಲ (1112, 940, 1190, 952)
poem-line: ಈ ಎಂಜೊ ಬನ್ನಿ ಇದ ಬಿಟ್ಟ ದೇಶಕ್ಕೆ (1095, 1378, 1207, 1389)
poem-line: ಮನೆಗೆ ಓಟ್ಟಿಲ ಅಂತ ಹೇಳ್ತಾರೆ (1104, 1348, 1198, 1360)
poem-line: ತವರೂರು (1135, 925, 1167, 937)
